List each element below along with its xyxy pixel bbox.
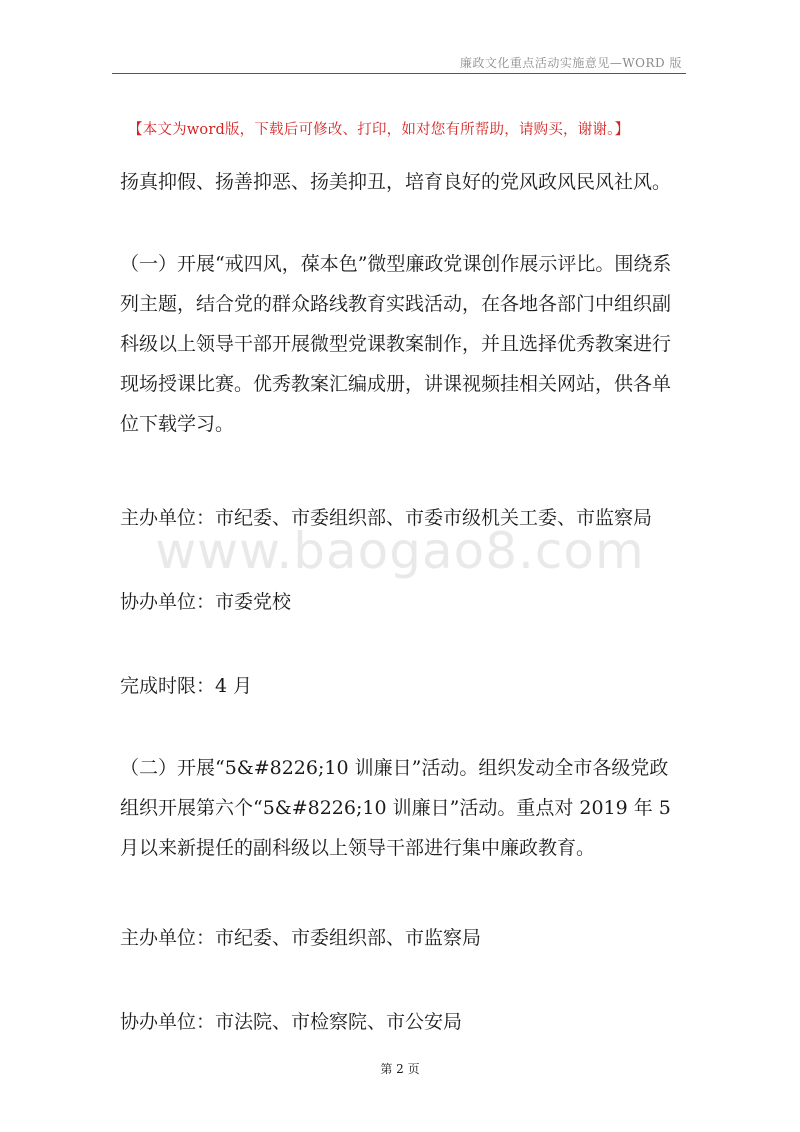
page-number: 第 2 页 <box>380 1062 420 1076</box>
paragraph-deadline: 完成时限：4 月 <box>120 675 253 697</box>
paragraph-co-host-two: 协办单位：市法院、市检察院、市公安局 <box>120 1011 463 1033</box>
paragraph-co-host-one: 协办单位：市委党校 <box>120 591 292 613</box>
paragraph-host-units-one: 主办单位：市纪委、市委组织部、市委市级机关工委、市监察局 <box>120 507 653 529</box>
paragraph-intro: 扬真抑假、扬善抑恶、扬美抑丑，培育良好的党风政风民风社风。 <box>120 171 672 193</box>
running-header: 廉政文化重点活动实施意见—WORD 版 <box>459 56 682 70</box>
site-watermark: www.baogao8.com <box>155 522 645 580</box>
paragraph-host-units-two: 主办单位：市纪委、市委组织部、市监察局 <box>120 927 482 949</box>
header-divider <box>112 73 686 74</box>
purchase-notice: 【本文为word版，下载后可修改、打印，如对您有所帮助，请购买，谢谢。】 <box>128 122 630 138</box>
paragraph-section-one: （一）开展“戒四风，葆本色”微型廉政党课创作展示评比。围绕系列主题，结合党的群众路线教育实践活动，在各地各部门中组织副科级以上领导干部开展微型党课教案制作，并且选择优秀教案进行现场授课比赛。优秀教案汇编成册，讲课视频挂相关网站，供各单位下载学习。 <box>120 253 672 435</box>
paragraph-section-two: （二）开展“5&#8226;10 训廉日”活动。组织发动全市各级党政组织开展第六个“5&#8226;10 训廉日”活动。重点对 2019 年 5 月以来新提任的副科级以上领导干部进行集中廉政教育。 <box>120 757 671 859</box>
